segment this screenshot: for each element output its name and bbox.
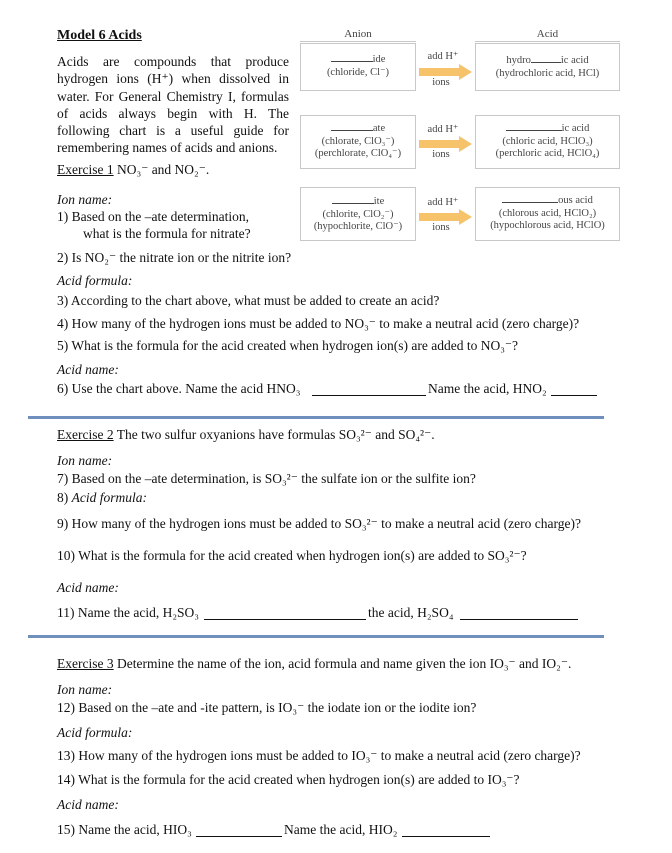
question-14: 14) What is the formula for the acid created when hydrogen ion(s) are added to IO₃⁻? — [57, 772, 520, 787]
intro-line: water. For General Chemistry I, formulas — [57, 88, 289, 104]
add-h-label: add H⁺ — [427, 51, 459, 62]
acid-name-label: Acid name: — [57, 797, 119, 812]
anion-header: Anion — [344, 28, 372, 40]
acid-name-label: Acid name: — [57, 362, 119, 377]
acid-example: (hydrochloric acid, HCl) — [495, 67, 600, 79]
question-7: 7) Based on the –ate determination, is SO₃²⁻ the sulfate ion or the sulfite ion? — [57, 471, 476, 486]
answer-blank[interactable] — [312, 395, 426, 396]
question-6b: Name the acid, HNO₂ — [428, 381, 547, 396]
acid-example: (hypochlorous acid, HClO) — [490, 220, 605, 232]
anion-example: (chloride, Cl⁻) — [326, 66, 390, 78]
model-intro — [57, 53, 289, 157]
ions-label: ions — [432, 222, 450, 233]
ions-label: ions — [432, 77, 450, 88]
model-title: Model 6 Acids — [57, 28, 142, 43]
anion-cell-ite — [300, 196, 416, 234]
question-10: 10) What is the formula for the acid created when hydrogen ion(s) are added to SO₃²⁻? — [57, 548, 527, 563]
anion-suffix: ate — [372, 123, 386, 134]
intro-line: remembering names of acids and anions. — [57, 140, 278, 156]
question-5: 5) What is the formula for the acid created when hydrogen ion(s) are added to NO₃⁻? — [57, 338, 519, 353]
intro-line: hydrogen ions (H⁺) when dissolved in — [57, 71, 289, 87]
question-8: 8) Acid formula: — [57, 490, 147, 505]
intro-line: Acids are compounds that produce — [57, 54, 289, 69]
acid-example: (perchloric acid, HClO₄) — [495, 148, 600, 160]
anion-example: (hypochlorite, ClO⁻) — [313, 221, 403, 233]
acid-example: (chlorous acid, HClO₂) — [498, 207, 597, 219]
anion-suffix: ide — [372, 54, 386, 65]
acid-suffix: ous acid — [558, 195, 593, 206]
exercise3-heading: Exercise 3 Determine the name of the ion, acid formula and name given the ion IO₃⁻ and IO₂⁻. — [57, 656, 572, 671]
ion-name-label: Ion name: — [57, 682, 113, 697]
acid-name-label: Acid name: — [57, 580, 119, 595]
acid-prefix: hydro — [506, 55, 531, 66]
acid-example: (chloric acid, HClO₃) — [502, 135, 593, 147]
question-2: 2) Is NO₂⁻ the nitrate ion or the nitrite ion? — [57, 250, 292, 265]
ion-name-label: Ion name: — [57, 453, 113, 468]
answer-blank[interactable] — [204, 619, 366, 620]
anion-acid-chart — [297, 27, 624, 243]
anion-cell-ate — [300, 123, 416, 161]
acid-formula-label: Acid formula: — [57, 725, 133, 740]
question-3: 3) According to the chart above, what must be added to create an acid? — [57, 293, 440, 308]
question-11a: 11) Name the acid, H₂SO₃ — [57, 605, 200, 620]
add-h-label: add H⁺ — [427, 124, 459, 135]
exercise1-heading: Exercise 1 NO₃⁻ and NO₂⁻. — [57, 162, 210, 177]
question-15b: Name the acid, HIO₂ — [284, 822, 398, 837]
answer-blank[interactable] — [460, 619, 578, 620]
ions-label: ions — [432, 149, 450, 160]
acid-header: Acid — [536, 28, 559, 40]
question-9: 9) How many of the hydrogen ions must be added to SO₃²⁻ to make a neutral acid (zero charge)? — [57, 516, 581, 531]
question-12: 12) Based on the –ate and -ite pattern, is IO₃⁻ the iodate ion or the iodite ion? — [57, 700, 477, 715]
answer-blank[interactable] — [551, 395, 597, 396]
anion-cell-ide — [300, 54, 416, 79]
acid-cell-hydro-ic — [475, 55, 620, 80]
exercise2-heading: Exercise 2 The two sulfur oxyanions have formulas SO₃²⁻ and SO₄²⁻. — [57, 427, 435, 442]
question-1-cont: what is the formula for nitrate? — [83, 226, 251, 241]
anion-example: (perchlorate, ClO₄⁻) — [314, 148, 402, 160]
anion-example: (chlorate, ClO₃⁻) — [321, 135, 395, 147]
acid-suffix: ic acid — [560, 55, 589, 66]
question-4: 4) How many of the hydrogen ions must be added to NO₃⁻ to make a neutral acid (zero charge)? — [57, 316, 580, 331]
acid-suffix: ic acid — [561, 123, 590, 134]
acid-cell-ic — [475, 123, 620, 161]
question-11b: the acid, H₂SO₄ — [368, 605, 454, 620]
acid-cell-ous — [475, 195, 620, 233]
anion-suffix: ite — [373, 196, 385, 207]
question-1: 1) Based on the –ate determination, — [57, 209, 249, 224]
answer-blank[interactable] — [402, 836, 490, 837]
answer-blank[interactable] — [196, 836, 282, 837]
intro-line: of acids always begin with H. The — [57, 105, 289, 121]
question-13: 13) How many of the hydrogen ions must be added to IO₃⁻ to make a neutral acid (zero charge)? — [57, 748, 581, 763]
ion-name-label: Ion name: — [57, 192, 113, 207]
question-6a: 6) Use the chart above. Name the acid HNO₃ — [57, 381, 301, 396]
section-divider — [28, 416, 604, 419]
section-divider — [28, 635, 604, 638]
question-15a: 15) Name the acid, HIO₃ — [57, 822, 192, 837]
anion-example: (chlorite, ClO₂⁻) — [322, 208, 394, 220]
acid-formula-label: Acid formula: — [57, 273, 133, 288]
intro-line: following chart is a useful guide for — [57, 123, 289, 139]
add-h-label: add H⁺ — [427, 197, 459, 208]
